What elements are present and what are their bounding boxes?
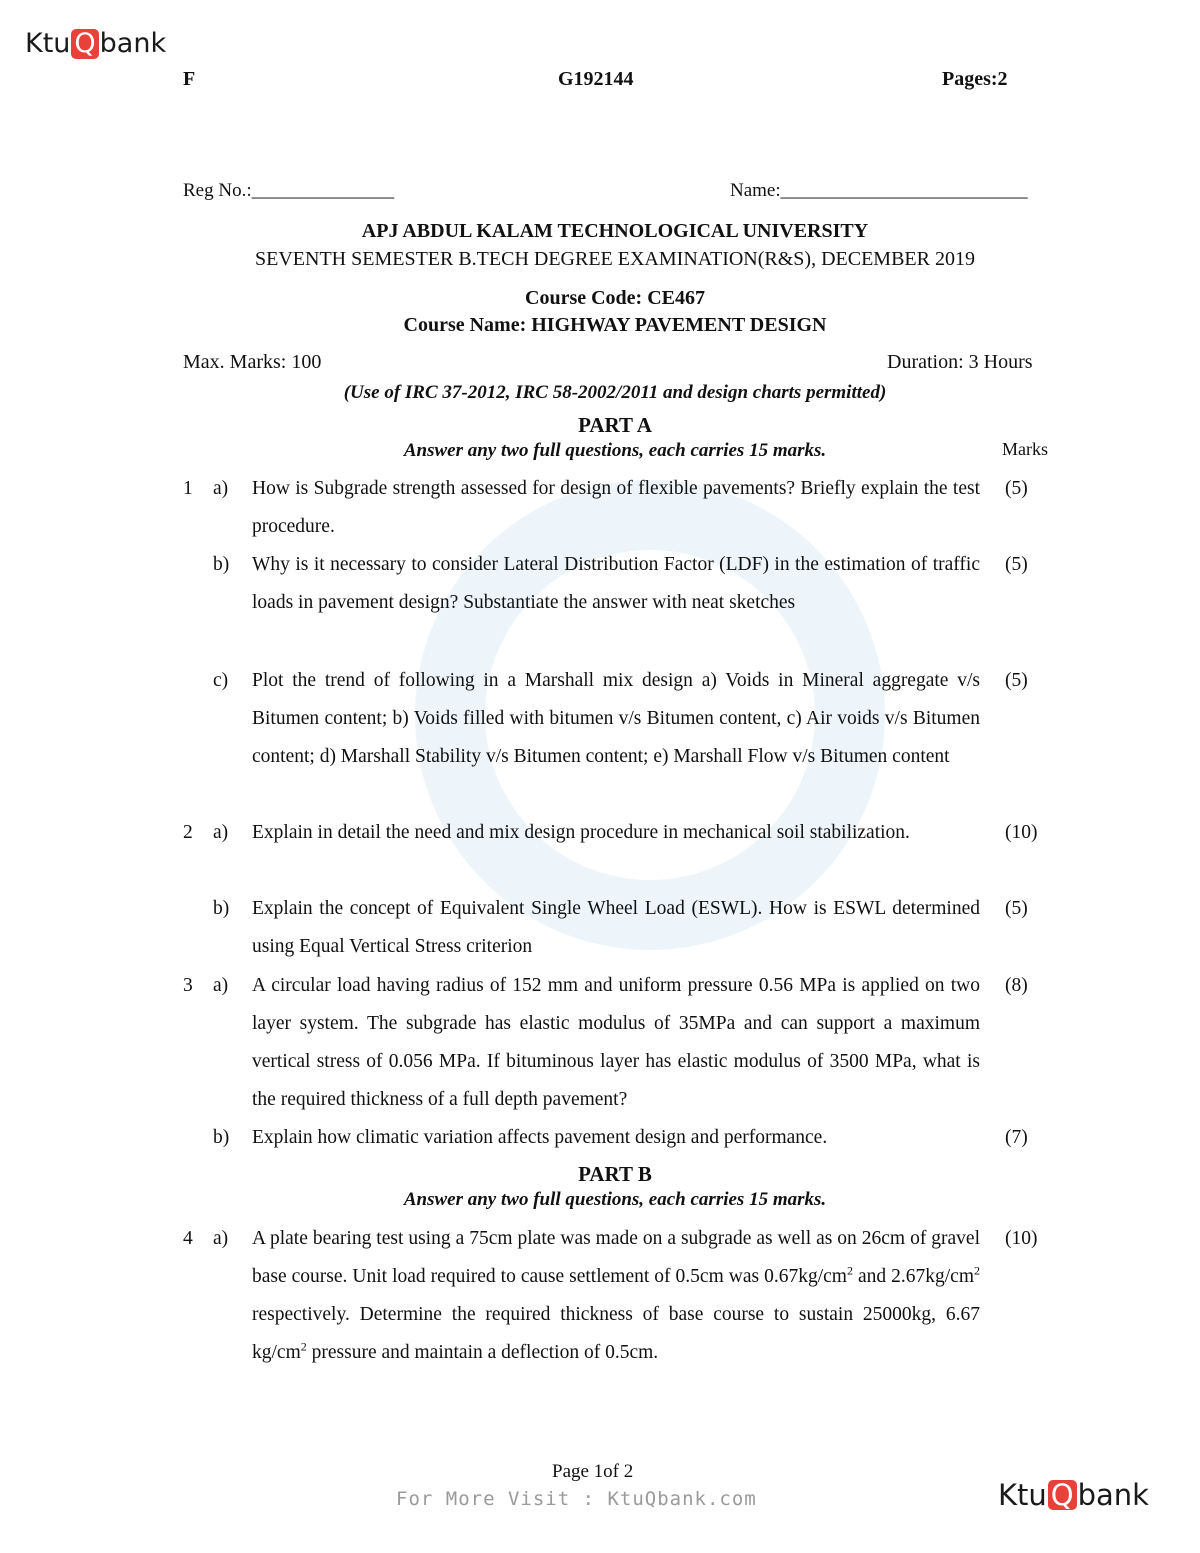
part-a-instruction: Answer any two full questions, each carries 15 marks.	[403, 440, 827, 461]
university-name: APJ ABDUL KALAM TECHNOLOGICAL UNIVERSITY	[361, 220, 869, 242]
series-code: F	[183, 68, 196, 90]
max-marks: Max. Marks: 100	[183, 351, 322, 373]
paper-code: G192144	[558, 68, 634, 90]
ktuqbank-logo: Ktu Q bank	[25, 27, 167, 59]
name-field: Name:__________________________	[730, 180, 1028, 201]
page-number: Page 1of 2	[552, 1461, 634, 1482]
reg-no-field: Reg No.:_______________	[183, 180, 395, 201]
question-4a-text: A plate bearing test using a 75cm plate was made on a subgrade as well as on 26cm of gravel base course. Unit load required to cause settlement of 0.5cm was $0.67kg/cm^2$ and $2.67kg/cm^2$ respectively. Determine the required thickness of base course to sustain 25000kg, 6.67 $kg/cm^2$ pressure and maintain a deflection of 0.5cm.	[252, 1228, 980, 1363]
course-name: Course Name: HIGHWAY PAVEMENT DESIGN	[403, 314, 827, 336]
part-b-instruction: Answer any two full questions, each carries 15 marks.	[403, 1189, 827, 1210]
exam-note: (Use of IRC 37-2012, IRC 58-2002/2011 and design charts permitted)	[343, 382, 887, 403]
exam-title: SEVENTH SEMESTER B.TECH DEGREE EXAMINATION(R&S), DECEMBER 2019	[255, 248, 975, 270]
part-a-title: PART A	[578, 413, 652, 437]
marks-column-header: Marks	[1002, 439, 1048, 459]
ktuqbank-logo-footer: Ktu Q bank	[998, 1478, 1149, 1512]
page-count: Pages:2	[942, 68, 1008, 90]
duration: Duration: 3 Hours	[887, 351, 1033, 373]
part-b-title: PART B	[578, 1162, 652, 1186]
visit-link[interactable]: For More Visit : KtuQbank.com	[396, 1488, 757, 1510]
course-code: Course Code: CE467	[525, 287, 705, 309]
